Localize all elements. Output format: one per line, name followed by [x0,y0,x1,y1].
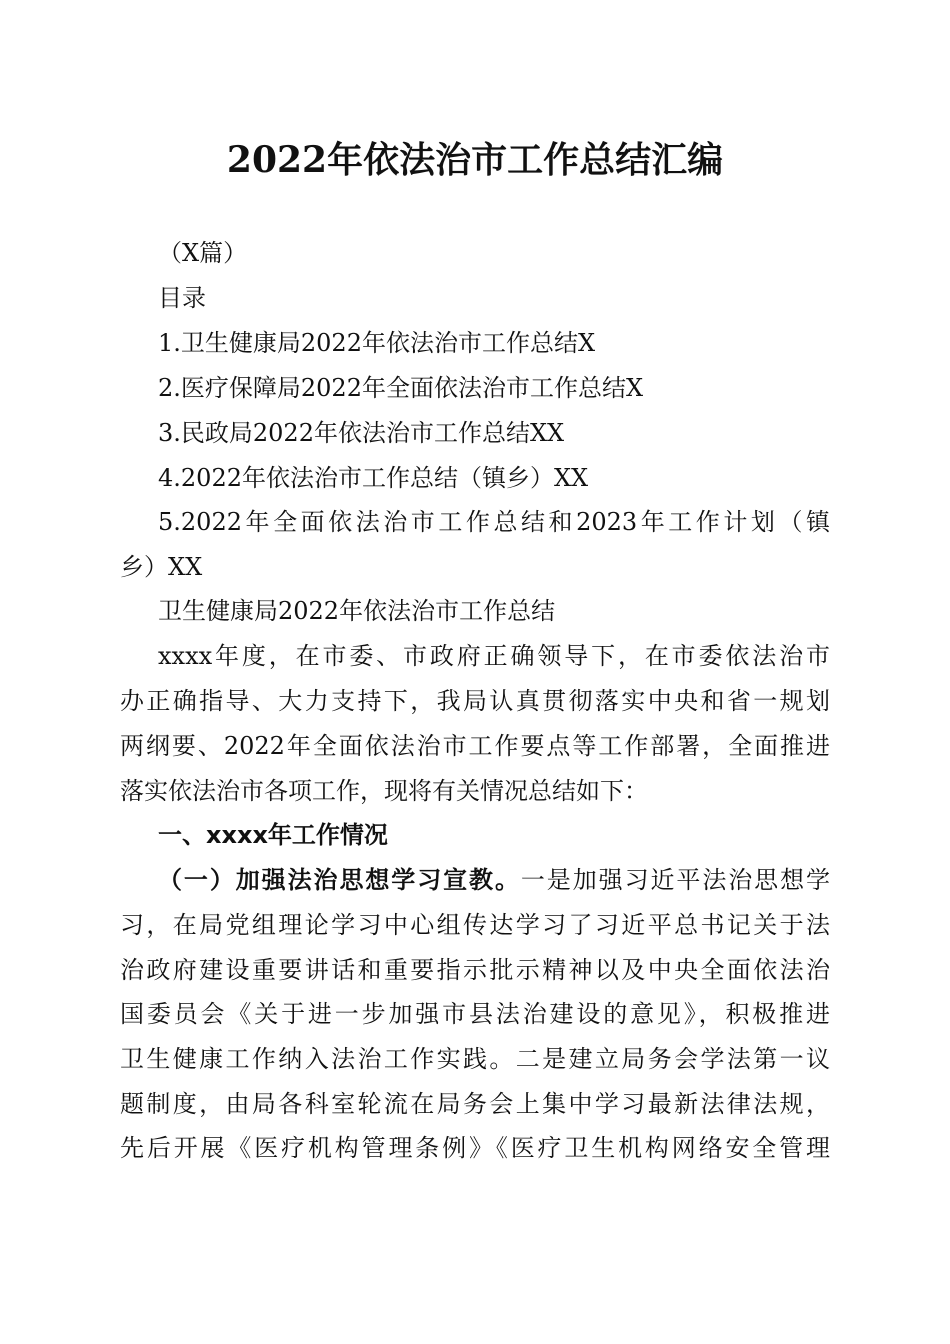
toc-item: 4.2022年依法治市工作总结（镇乡）XX [158,464,589,492]
toc-heading: 目录 [158,284,206,312]
para1-line: 题制度，由局各科室轮流在局务会上集中学习最新法律法规， [120,1090,830,1118]
toc-item: 1.卫生健康局2022年依法治市工作总结X [158,329,596,357]
para1-first-line [158,863,830,897]
intro-line: 落实依法治市各项工作，现将有关情况总结如下： [120,777,648,805]
toc-item: 2.医疗保障局2022年全面依法治市工作总结X [158,374,644,402]
para1-line: 治政府建设重要讲话和重要指示批示精神以及中央全面依法治 [120,956,830,984]
heading-1: 一、xxxx年工作情况 [158,821,388,849]
intro-line: 两纲要、2022年全面依法治市工作要点等工作部署，全面推进 [120,732,830,760]
document-subtitle: （X篇） [158,239,248,267]
toc-item: 5.2022年全面依法治市工作总结和2023年工作计划（镇 [158,508,830,536]
para1-line: 先后开展《医疗机构管理条例》《医疗卫生机构网络安全管理 [120,1134,830,1162]
section-title: 卫生健康局2022年依法治市工作总结 [158,597,556,625]
para1-line: 国委员会《关于进一步加强市县法治建设的意见》，积极推进 [120,1000,830,1028]
para1-line: 卫生健康工作纳入法治工作实践。二是建立局务会学法第一议 [120,1045,830,1073]
toc-item-continued: 乡）XX [120,553,203,581]
intro-line: xxxx年度，在市委、市政府正确领导下，在市委依法治市 [158,642,830,670]
intro-line: 办正确指导、大力支持下，我局认真贯彻落实中央和省一规划 [120,687,830,715]
document-title: 2022年依法治市工作总结汇编 [226,139,724,181]
para1-line: 习，在局党组理论学习中心组传达学习了习近平总书记关于法 [120,911,830,939]
para1-lead: （一）加强法治思想学习宣教。 [158,865,521,894]
para1-first-rest: 一是加强习近平法治思想学 [520,866,830,894]
toc-item: 3.民政局2022年依法治市工作总结XX [158,419,565,447]
